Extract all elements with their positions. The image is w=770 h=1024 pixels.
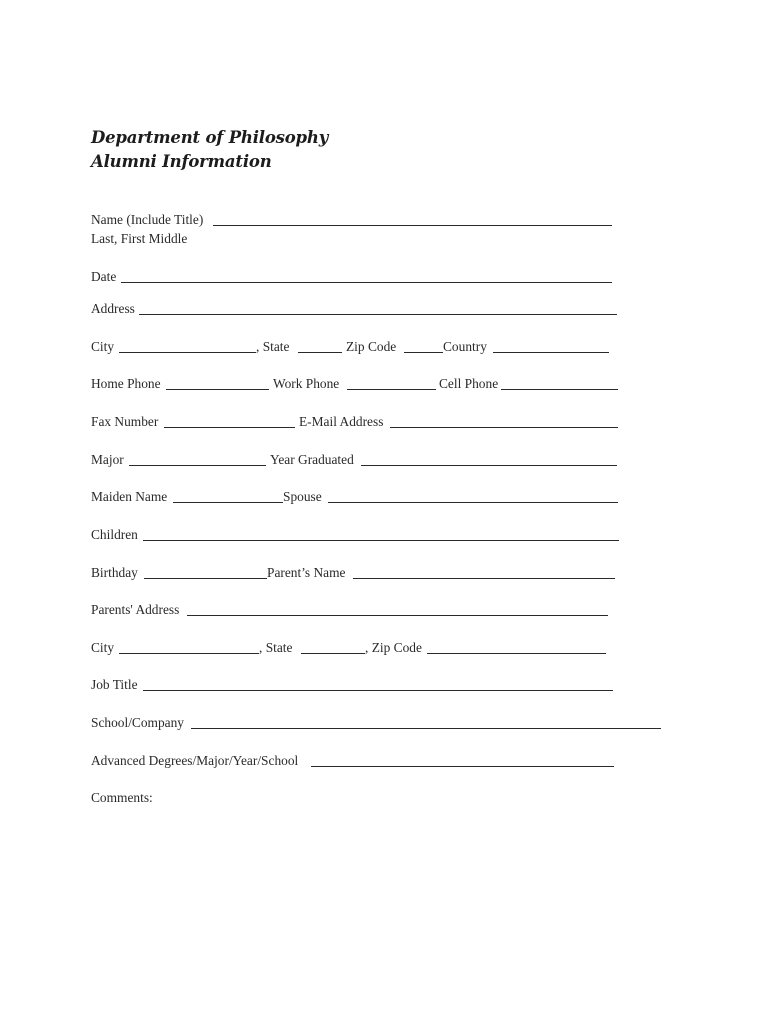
parents-city-field[interactable] [119, 653, 259, 654]
job-title-label: Job Title [91, 677, 138, 692]
date-row [91, 268, 621, 286]
year-graduated-label: Year Graduated [270, 452, 354, 467]
advanced-degrees-label: Advanced Degrees/Major/Year/School [91, 753, 299, 768]
parents-state-field[interactable] [301, 653, 365, 654]
school-company-row [91, 714, 666, 732]
spouse-field[interactable] [328, 502, 618, 503]
country-label: Country [443, 339, 487, 354]
state-field[interactable] [298, 352, 342, 353]
parents-zip-code-label: , Zip Code [365, 640, 422, 655]
comments-label: Comments: [91, 790, 153, 805]
major-label: Major [91, 452, 124, 467]
zip-code-field[interactable] [404, 352, 443, 353]
parents-zip-code-field[interactable] [427, 653, 606, 654]
maiden-name-field[interactable] [173, 502, 283, 503]
home-phone-field[interactable] [166, 389, 269, 390]
email-field[interactable] [390, 427, 618, 428]
cell-phone-label: Cell Phone [439, 376, 499, 391]
name-hint-row [91, 230, 291, 248]
parents-address-row [91, 601, 621, 619]
children-field[interactable] [143, 540, 619, 541]
cell-phone-field[interactable] [501, 389, 618, 390]
parents-name-field[interactable] [353, 578, 615, 579]
spouse-label: Spouse [283, 489, 322, 504]
city-row [91, 338, 621, 356]
school-company-field[interactable] [191, 728, 661, 729]
address-row [91, 300, 621, 318]
year-graduated-field[interactable] [361, 465, 617, 466]
advanced-degrees-field[interactable] [311, 766, 614, 767]
children-row [91, 526, 626, 544]
city-field[interactable] [119, 352, 256, 353]
name-hint: Last, First Middle [91, 231, 188, 246]
date-label: Date [91, 269, 117, 284]
zip-code-label: Zip Code [346, 339, 397, 354]
name-label: Name (Include Title) [91, 212, 204, 227]
home-phone-label: Home Phone [91, 376, 161, 391]
email-label: E-Mail Address [299, 414, 384, 429]
address-field[interactable] [139, 314, 617, 315]
birthday-field[interactable] [144, 578, 267, 579]
name-field[interactable] [213, 225, 612, 226]
school-company-label: School/Company [91, 715, 184, 730]
birthday-row [91, 564, 621, 582]
phone-row [91, 375, 621, 393]
fax-number-field[interactable] [164, 427, 295, 428]
date-field[interactable] [121, 282, 612, 283]
advanced-degrees-row [91, 752, 621, 770]
form-title: Alumni Information [91, 152, 272, 171]
maiden-name-label: Maiden Name [91, 489, 168, 504]
country-field[interactable] [493, 352, 609, 353]
parents-state-label: , State [259, 640, 293, 655]
comments-row [91, 789, 291, 807]
fax-number-label: Fax Number [91, 414, 159, 429]
job-title-row [91, 676, 621, 694]
name-row [91, 211, 621, 229]
parents-city-row [91, 639, 621, 657]
birthday-label: Birthday [91, 565, 138, 580]
parents-address-field[interactable] [187, 615, 608, 616]
major-field[interactable] [129, 465, 266, 466]
city-label: City [91, 339, 115, 354]
address-label: Address [91, 301, 135, 316]
state-label: , State [256, 339, 290, 354]
job-title-field[interactable] [143, 690, 613, 691]
parents-city-label: City [91, 640, 115, 655]
major-row [91, 451, 621, 469]
parents-address-label: Parents' Address [91, 602, 180, 617]
department-title: Department of Philosophy [91, 128, 329, 147]
work-phone-field[interactable] [347, 389, 436, 390]
maiden-spouse-row [91, 488, 621, 506]
children-label: Children [91, 527, 138, 542]
work-phone-label: Work Phone [273, 376, 340, 391]
parents-name-label: Parent’s Name [267, 565, 346, 580]
fax-email-row [91, 413, 621, 431]
